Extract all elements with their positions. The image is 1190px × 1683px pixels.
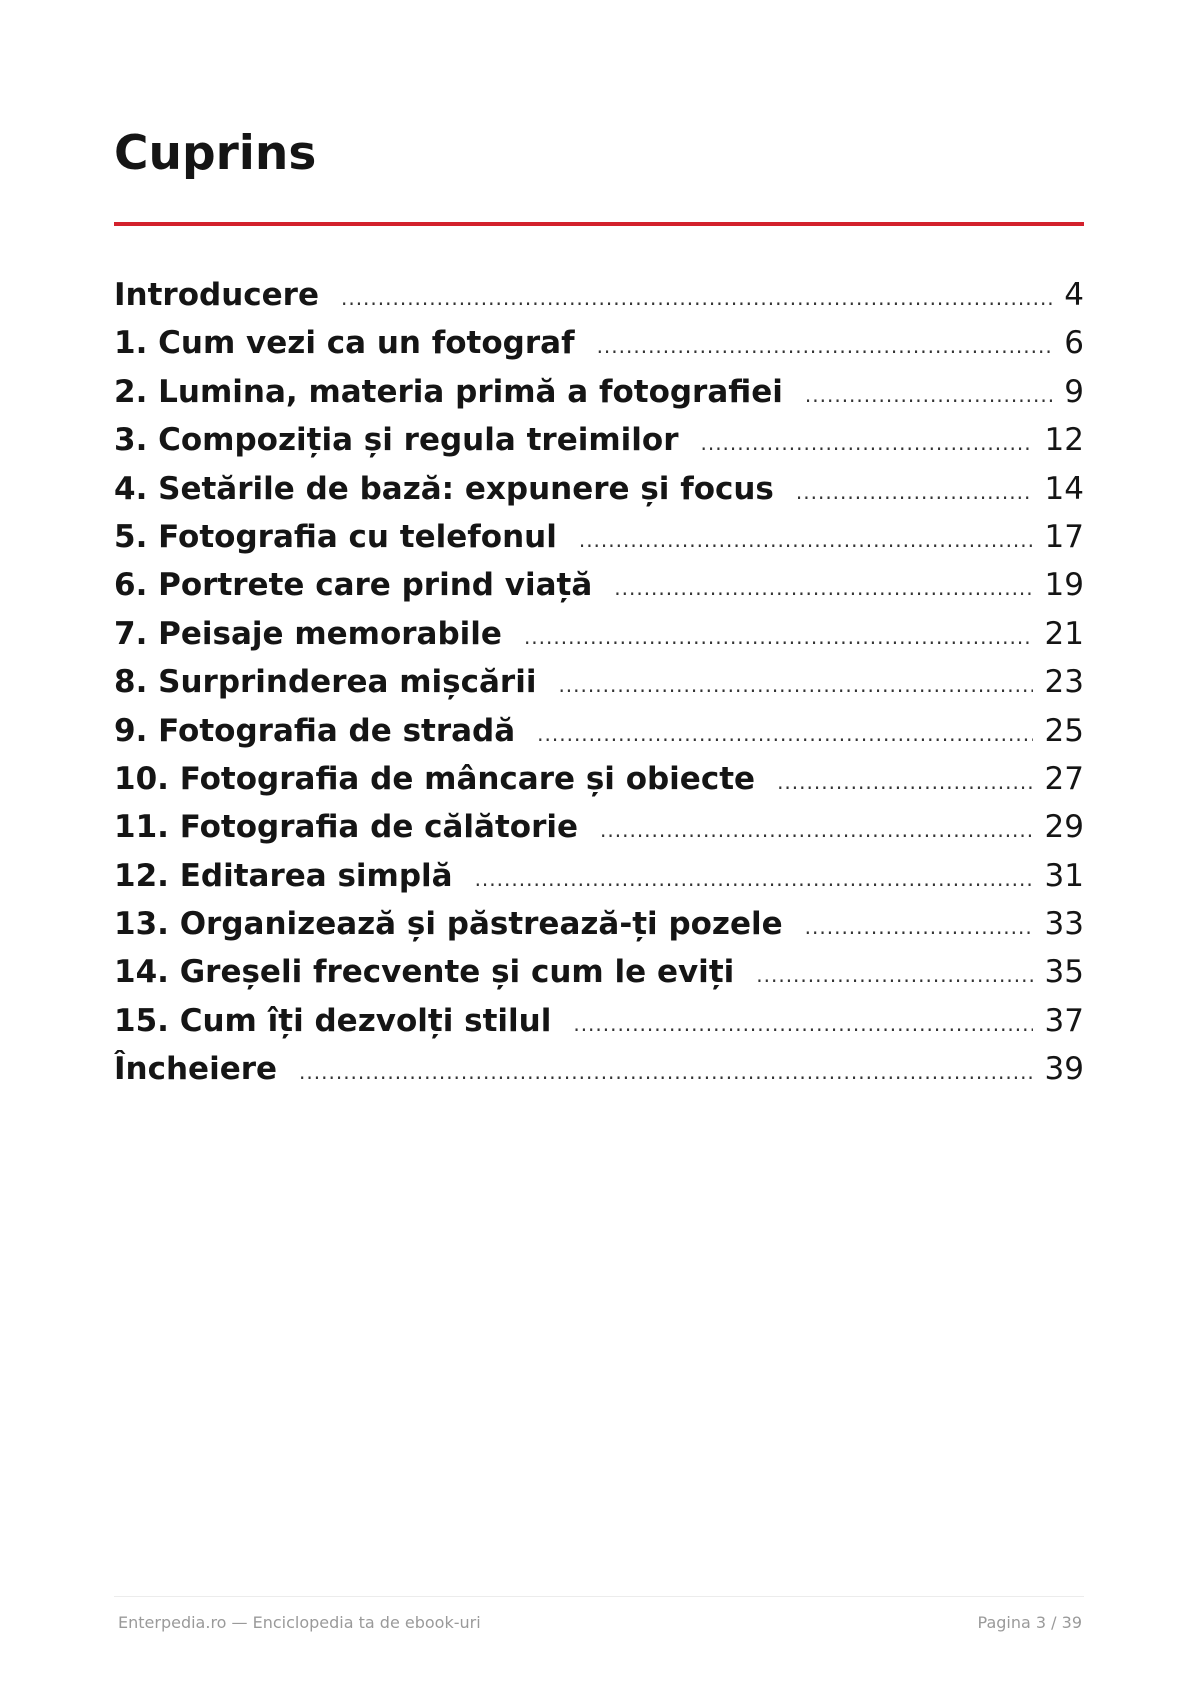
toc-entry[interactable] bbox=[114, 1003, 1084, 1051]
toc-entry-title: 9. Fotografia de stradă bbox=[114, 712, 516, 749]
footer-page-number: Pagina 3 / 39 bbox=[977, 1613, 1082, 1632]
toc-entry[interactable] bbox=[114, 761, 1084, 809]
toc-entry-title: 3. Compoziția și regula treimilor bbox=[114, 422, 679, 459]
toc-dot-leader bbox=[524, 625, 1033, 649]
toc-entry[interactable] bbox=[114, 374, 1084, 422]
toc-entry-title: Încheiere bbox=[114, 1051, 278, 1088]
toc-entry[interactable] bbox=[114, 713, 1084, 761]
toc-entry-page: 33 bbox=[1044, 906, 1084, 943]
footer-divider bbox=[114, 1596, 1084, 1597]
toc-dot-leader bbox=[777, 770, 1032, 794]
toc-entry-title: 11. Fotografia de călătorie bbox=[114, 809, 579, 846]
toc-dot-leader bbox=[805, 915, 1033, 939]
toc-entry-page: 25 bbox=[1044, 712, 1084, 749]
toc-entry-page: 31 bbox=[1044, 857, 1084, 894]
toc-entry-title: 13. Organizează și păstrează-ți pozele bbox=[114, 906, 783, 943]
toc-entry-title: 6. Portrete care prind viață bbox=[114, 567, 593, 604]
toc-dot-leader bbox=[475, 867, 1033, 891]
toc-entry-page: 27 bbox=[1044, 760, 1084, 797]
toc-entry[interactable] bbox=[114, 906, 1084, 954]
toc-entry-title: 15. Cum îți dezvolți stilul bbox=[114, 1002, 552, 1039]
toc-entry[interactable] bbox=[114, 664, 1084, 712]
toc-entry-page: 21 bbox=[1044, 615, 1084, 652]
toc-entry[interactable] bbox=[114, 519, 1084, 567]
toc-entry-page: 9 bbox=[1064, 373, 1084, 410]
toc-entry-title: 2. Lumina, materia primă a fotografiei bbox=[114, 373, 783, 410]
toc-entry[interactable] bbox=[114, 809, 1084, 857]
toc-entry[interactable] bbox=[114, 422, 1084, 470]
toc-entry-page: 23 bbox=[1044, 664, 1084, 701]
toc-entry[interactable] bbox=[114, 567, 1084, 615]
footer-site-name: Enterpedia.ro — Enciclopedia ta de ebook-uri bbox=[118, 1613, 481, 1632]
toc-dot-leader bbox=[597, 334, 1053, 358]
toc-entry-page: 14 bbox=[1044, 470, 1084, 507]
toc-entry-title: 14. Greșeli frecvente și cum le eviți bbox=[114, 954, 735, 991]
toc-dot-leader bbox=[600, 818, 1033, 842]
toc-dot-leader bbox=[537, 722, 1032, 746]
toc-dot-leader bbox=[796, 480, 1033, 504]
toc-entry-title: 10. Fotografia de mâncare și obiecte bbox=[114, 760, 756, 797]
toc-entry[interactable] bbox=[114, 954, 1084, 1002]
toc-dot-leader bbox=[756, 963, 1032, 987]
toc-entry[interactable] bbox=[114, 277, 1084, 325]
toc-entry-page: 6 bbox=[1064, 325, 1084, 362]
toc-entry-page: 37 bbox=[1044, 1002, 1084, 1039]
toc-entry-page: 39 bbox=[1044, 1051, 1084, 1088]
toc-entry[interactable] bbox=[114, 616, 1084, 664]
toc-entry-title: 4. Setările de bază: expunere și focus bbox=[114, 470, 774, 507]
toc-entry-title: Introducere bbox=[114, 277, 319, 313]
toc-entry-page: 12 bbox=[1044, 422, 1084, 459]
title-divider bbox=[114, 222, 1084, 226]
toc-entry-title: 1. Cum vezi ca un fotograf bbox=[114, 325, 575, 362]
toc-dot-leader bbox=[805, 383, 1052, 407]
toc-entry-title: 8. Surprinderea mișcării bbox=[114, 664, 537, 701]
toc-dot-leader bbox=[700, 431, 1032, 455]
toc-dot-leader bbox=[299, 1060, 1033, 1084]
toc-dot-leader bbox=[341, 286, 1052, 310]
toc-entry-page: 35 bbox=[1044, 954, 1084, 991]
table-of-contents bbox=[114, 277, 1084, 1100]
toc-entry-title: 5. Fotografia cu telefonul bbox=[114, 518, 557, 555]
toc-entry[interactable] bbox=[114, 471, 1084, 519]
page-title: Cuprins bbox=[114, 126, 317, 181]
toc-dot-leader bbox=[614, 576, 1032, 600]
toc-entry-page: 17 bbox=[1044, 518, 1084, 555]
toc-entry[interactable] bbox=[114, 1051, 1084, 1099]
toc-entry-title: 7. Peisaje memorabile bbox=[114, 615, 502, 652]
toc-dot-leader bbox=[579, 528, 1033, 552]
toc-entry-page: 4 bbox=[1064, 277, 1084, 313]
toc-entry[interactable] bbox=[114, 325, 1084, 373]
toc-dot-leader bbox=[558, 673, 1032, 697]
toc-dot-leader bbox=[573, 1012, 1032, 1036]
toc-entry[interactable] bbox=[114, 858, 1084, 906]
toc-entry-title: 12. Editarea simplă bbox=[114, 857, 453, 894]
toc-entry-page: 19 bbox=[1044, 567, 1084, 604]
toc-entry-page: 29 bbox=[1044, 809, 1084, 846]
